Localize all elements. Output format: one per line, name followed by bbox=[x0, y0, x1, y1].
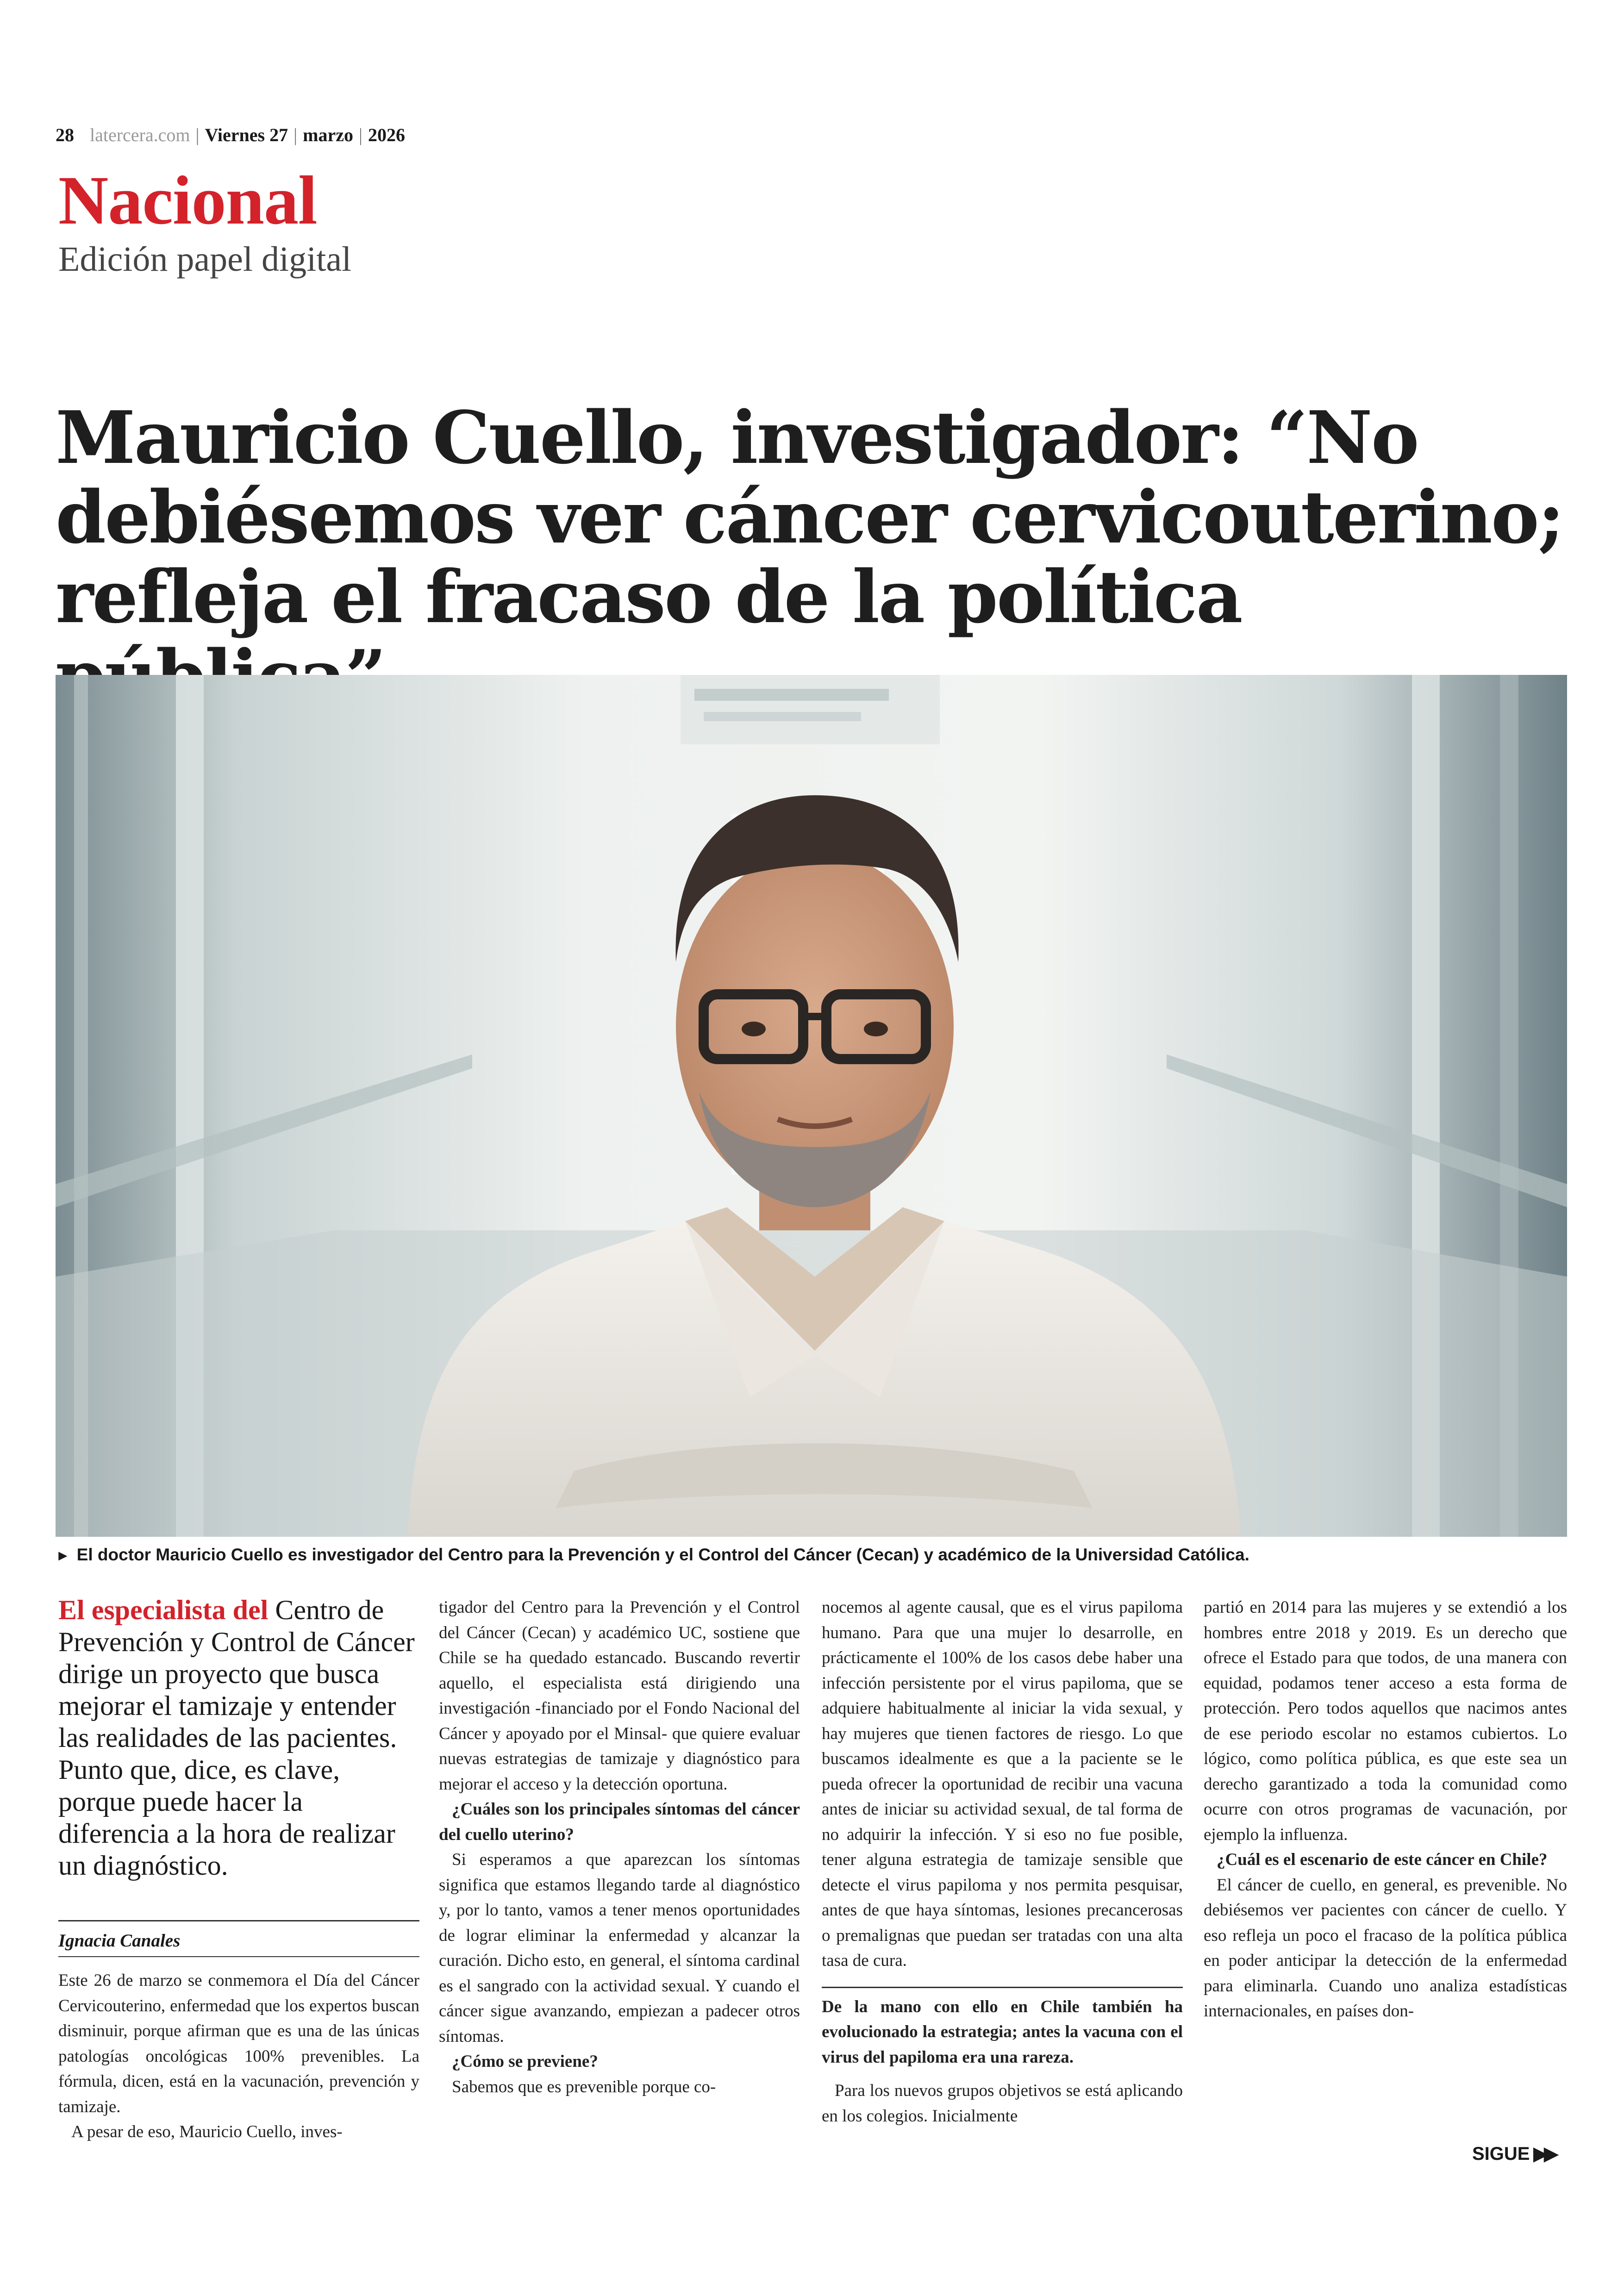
body-paragraph: Para los nuevos grupos objetivos se está aplicando en los colegios. Inicialmente bbox=[822, 2081, 1183, 2126]
folio-day: Viernes 27 bbox=[205, 125, 288, 145]
site-name[interactable]: latercera.com bbox=[90, 125, 190, 145]
section-title: Nacional bbox=[58, 162, 317, 239]
page-number: 28 bbox=[56, 125, 74, 145]
folio-separator: | bbox=[358, 125, 362, 145]
headline-line: refleja el fracaso de la política bbox=[56, 555, 1242, 639]
interview-question: ¿Cuáles son los principales síntomas del cáncer del cuello uterino? bbox=[439, 1800, 800, 1844]
double-arrow-right-icon: ▶▶ bbox=[1533, 2144, 1555, 2164]
body-paragraph: El cáncer de cuello, en general, es prevenible. No debiésemos ver pacientes con cáncer de cuello. Y eso refleja un poco el fracaso de la política pública en poder anticipar la detección de la enfermedad para eliminarla. Cuando uno analiza estadísticas internacionales, en países don- bbox=[1204, 1875, 1567, 2021]
article-lede bbox=[58, 1594, 419, 1882]
photo-caption bbox=[56, 1545, 1567, 1565]
folio-year: 2026 bbox=[368, 125, 405, 145]
byline: Ignacia Canales bbox=[58, 1931, 181, 1951]
byline-rule-top bbox=[58, 1920, 419, 1921]
byline-rule-bottom bbox=[58, 1956, 419, 1957]
article-column-2 bbox=[439, 1595, 800, 2100]
body-paragraph: tigador del Centro para la Prevención y el Control del Cáncer (Cecan) y académico UC, sostiene que Chile se ha quedado estancado. Buscando revertir aquello, el especialista está dirigiendo una investigación -financiado por el Fondo Nacional del Cáncer y apoyado por el Minsal- que quiere evaluar nuevas estrategias de tamizaje y diagnóstico para mejorar el acceso y la detección oportuna. bbox=[439, 1598, 800, 1794]
lede-highlight: El especialista del bbox=[58, 1595, 269, 1625]
article-column-3 bbox=[822, 1595, 1183, 2129]
portrait-illustration bbox=[56, 675, 1567, 1537]
page-folio bbox=[56, 124, 405, 146]
body-paragraph: Este 26 de marzo se conmemora el Día del Cáncer Cervicouterino, enfermedad que los expertos buscan disminuir, porque afirman que es una de las únicas patologías oncológicas 100% prevenibles. La fórmula, dicen, está en la vacunación, prevención y tamizaje. bbox=[58, 1971, 419, 2116]
body-paragraph: Sabemos que es prevenible porque co- bbox=[452, 2077, 716, 2096]
article-photo bbox=[56, 675, 1567, 1537]
headline-line: Mauricio Cuello, investigador: “No bbox=[56, 395, 1418, 480]
body-paragraph: nocemos al agente causal, que es el virus papiloma humano. Para que una mujer lo desarrolle, en prácticamente el 100% de los casos debe haber una infección persistente por el virus papiloma, que se adquiere habitualmente al iniciar la vida sexual, y hay mujeres que tienen factores de riesgo. Lo que buscamos idealmente es que a la paciente se le pueda ofrecer la oportunidad de recibir una vacuna antes de iniciar su actividad sexual, de tal forma de no adquirir la infección. Y si eso no fue posible, tener alguna estrategia de tamizaje sensible que detecte el virus papiloma y nos permita pesquisar, antes de que haya síntomas, lesiones precancerosas o premalignas que puedan ser tratadas con una alta tasa de cura. bbox=[822, 1598, 1183, 1970]
edition-label: Edición papel digital bbox=[58, 240, 352, 279]
continues-label: SIGUE bbox=[1472, 2144, 1530, 2164]
folio-separator: | bbox=[294, 125, 298, 145]
lede-text: Centro de Prevención y Control de Cáncer dirige un proyecto que busca mejorar el tamizaje y entender las realidades de las pacientes. Punto que, dice, es clave, porque puede hacer la diferencia a la hora de realizar un diagnóstico. bbox=[58, 1595, 415, 1881]
folio-month: marzo bbox=[303, 125, 353, 145]
body-paragraph: partió en 2014 para las mujeres y se extendió a los hombres entre 2018 y 2019. Es un derecho que ofrece el Estado para que todos, de una manera con equidad, podamos tener acceso a esta forma de protección. Pero todos aquellos que nacimos antes de ese periodo escolar no estamos cubiertos. Lo lógico, como política pública, es que este sea un derecho garantizado a toda la comunidad como ocurre con otros programas de vacunación, por ejemplo la influenza. bbox=[1204, 1598, 1567, 1844]
pull-quote: De la mano con ello en Chile también ha evolucionado la estrategia; antes la vacuna con el virus del papiloma era una rareza. bbox=[822, 1987, 1183, 2070]
article-column-4 bbox=[1204, 1595, 1567, 2024]
caption-marker-icon: ► bbox=[56, 1547, 70, 1564]
body-paragraph: A pesar de eso, Mauricio Cuello, inves- bbox=[71, 2122, 343, 2141]
caption-text: El doctor Mauricio Cuello es investigador del Centro para la Prevención y el Control del Cáncer (Cecan) y académico de la Universidad Católica. bbox=[76, 1545, 1249, 1564]
interview-question: ¿Cómo se previene? bbox=[452, 2052, 598, 2071]
body-paragraph: Si esperamos a que aparezcan los síntomas significa que estamos llegando tarde al diagnóstico y, por lo tanto, vamos a tener menos oportunidades de lograr eliminar la enfermedad y alcanzar la curación. Dicho esto, en general, el síntoma cardinal es el sangrado con la actividad sexual. Y cuando el cáncer sigue avanzando, empiezan a padecer otros síntomas. bbox=[439, 1850, 800, 2046]
folio-separator: | bbox=[195, 125, 200, 145]
continues-link[interactable] bbox=[1472, 2143, 1555, 2164]
article-column-1 bbox=[58, 1968, 419, 2145]
headline-line: debiésemos ver cáncer cervicouterino; bbox=[56, 475, 1563, 560]
interview-question: ¿Cuál es el escenario de este cáncer en Chile? bbox=[1217, 1850, 1548, 1869]
article-headline bbox=[56, 395, 1579, 717]
